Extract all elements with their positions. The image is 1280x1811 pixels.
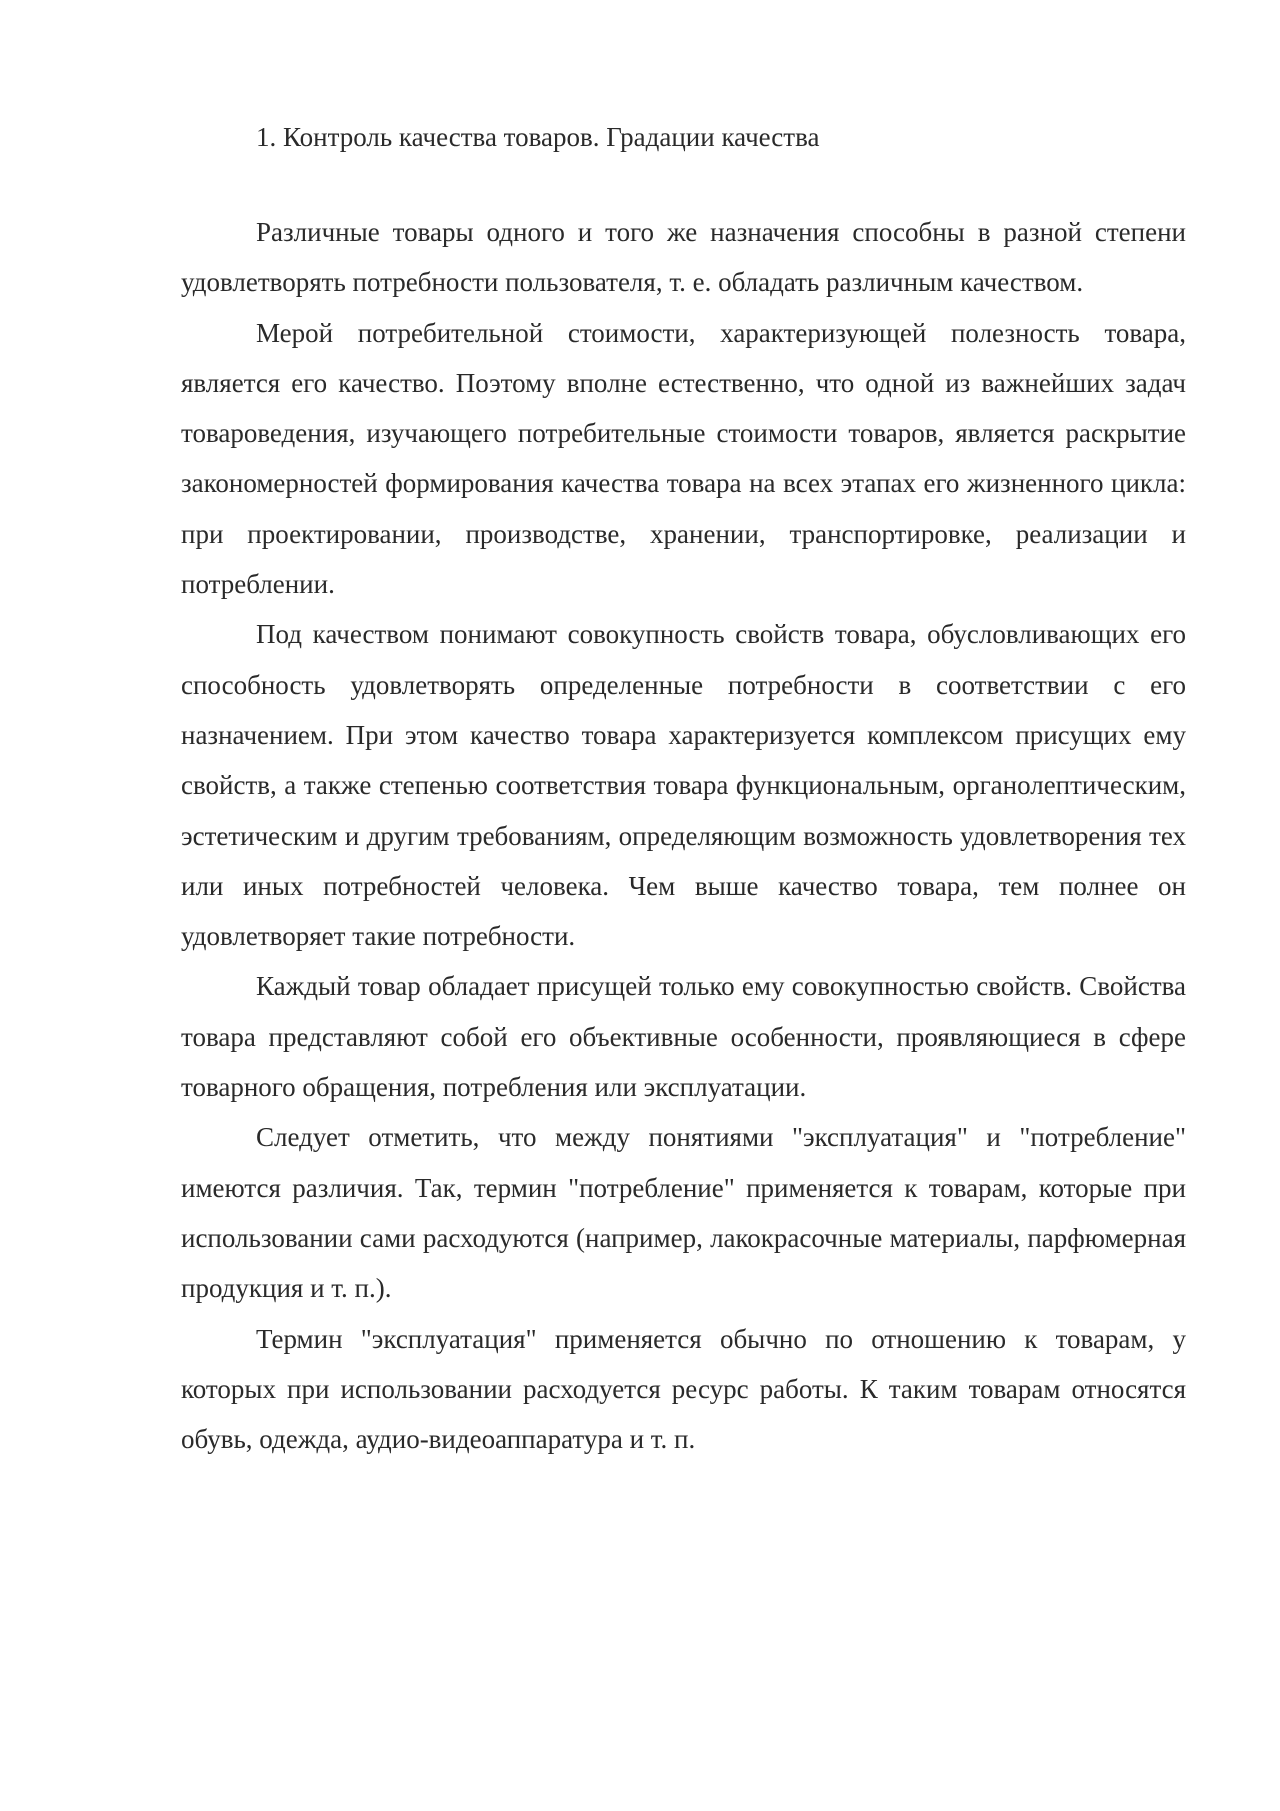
section-title: 1. Контроль качества товаров. Градации качества (256, 122, 820, 152)
paragraph-6: Термин "эксплуатация" применяется обычно по отношению к товарам, у которых при использовании расходуется ресурс работы. К таким товарам относятся обувь, одежда, аудио-видеоаппаратура и т. п. (181, 1323, 1186, 1455)
body-text (181, 207, 1186, 1464)
paragraph-4: Каждый товар обладает присущей только ему совокупностью свойств. Свойства товара представляют собой его объективные особенности, проявляющиеся в сфере товарного обращения, потребления или эксплуатации. (181, 971, 1186, 1103)
paragraph-2: Мерой потребительной стоимости, характеризующей полезность товара, является его качество. Поэтому вполне естественно, что одной из важнейших задач товароведения, изучающего потребительные стоимости товаров, является раскрытие закономерностей формирования качества товара на всех этапах его жизненного цикла: при проектировании, производстве, хранении, транспортировке, реализации и потреблении. (181, 317, 1186, 600)
paragraph-3: Под качеством понимают совокупность свойств товара, обусловливающих его способность удовлетворять определенные потребности в соответствии с его назначением. При этом качество товара характеризуется комплексом присущих ему свойств, а также степенью соответствия товара функциональным, органолептическим, эстетическим и другим требованиям, определяющим возможность удовлетворения тех или иных потребностей человека. Чем выше качество товара, тем полнее он удовлетворяет такие потребности. (181, 619, 1186, 952)
paragraph-1: Различные товары одного и того же назначения способны в разной степени удовлетворять потребности пользователя, т. е. обладать различным качеством. (181, 217, 1186, 298)
paragraph-5: Следует отметить, что между понятиями "эксплуатация" и "потребление" имеются различия. Так, термин "потребление" применяется к товарам, которые при использовании сами расходуются (например, лакокрасочные материалы, парфюмерная продукция и т. п.). (181, 1122, 1186, 1304)
